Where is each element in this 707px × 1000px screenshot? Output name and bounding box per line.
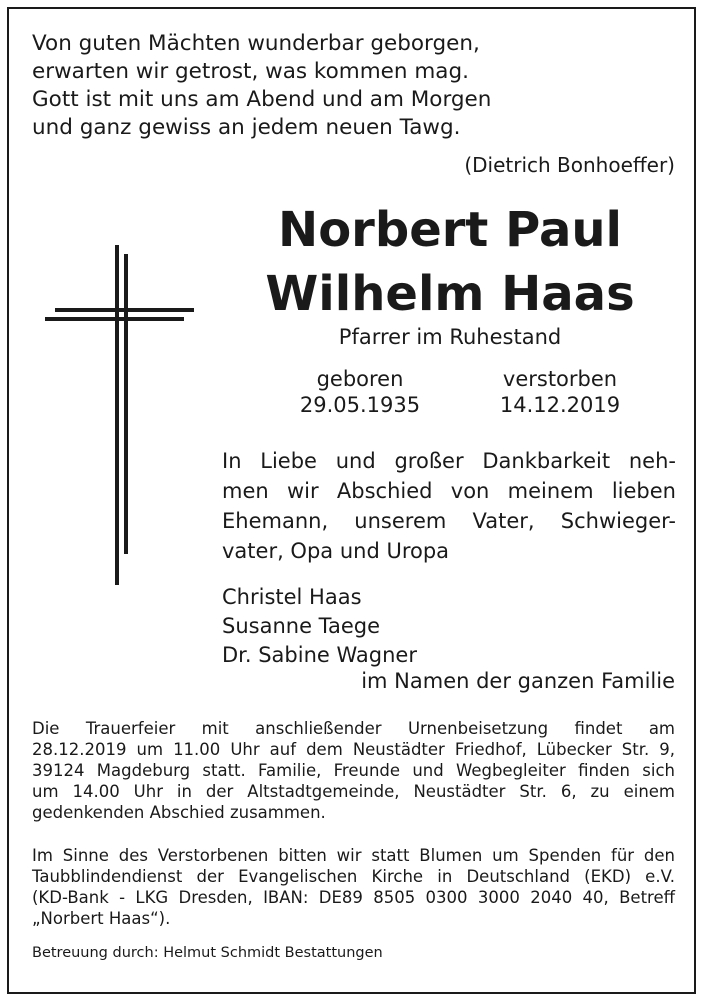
mourner-name: Christel Haas [222,585,362,609]
poem-line: erwarten wir getrost, was kommen mag. [32,59,469,84]
deceased-title: Pfarrer im Ruhestand [338,325,562,349]
poem-line: Gott ist mit uns am Abend und am Morgen [32,87,492,112]
born-label: geboren [316,367,404,391]
died-block [480,366,640,418]
poem-line: und ganz gewiss an jedem neuen Tawg. [32,115,461,140]
born-date: 29.05.1935 [299,393,421,417]
poem-line: Von guten Mächten wunderbar geborgen, [32,31,480,56]
mourner-name: Dr. Sabine Wagner [222,643,417,667]
donation-line: Im Sinne des Verstorbenen bitten wir statt Blumen um Spenden für den [32,846,675,865]
born-block [280,366,440,418]
message-line: Ehemann, unserem Vater, Schwieger- [222,509,676,533]
poem-attribution: (Dietrich Bonhoeffer) [464,153,675,177]
funeral-info [32,718,675,823]
family-line: im Namen der ganzen Familie [361,669,675,693]
funeral-line: 28.12.2019 um 11.00 Uhr auf dem Neustädter Friedhof, Lübecker Str. 9, [32,740,675,759]
funeral-line: 39124 Magdeburg statt. Familie, Freunde und Wegbegleiter finden sich [32,761,675,780]
donation-line: (KD-Bank - LKG Dresden, IBAN: DE89 8505 0300 3000 2040 40, Betreff [32,888,675,907]
message-line: men wir Abschied von meinem lieben [222,479,676,503]
died-label: verstorben [502,367,618,391]
died-date: 14.12.2019 [499,393,621,417]
funeral-line: Die Trauerfeier mit anschließender Urnenbeisetzung findet am [32,719,675,738]
farewell-message [222,446,676,566]
donation-line: „Norbert Haas“). [32,909,171,928]
funeral-line: um 14.00 Uhr in der Altstadtgemeinde, Neustädter Str. 6, zu einem [32,782,675,801]
donation-info [32,845,675,929]
mourner-name: Susanne Taege [222,614,381,638]
deceased-name [220,198,680,326]
poem [32,30,491,142]
deceased-name-line1: Norbert Paul [278,202,622,258]
message-line: In Liebe und großer Dankbarkeit neh- [222,449,676,473]
message-line: vater, Opa und Uropa [222,539,450,563]
donation-line: Taubblindendienst der Evangelischen Kirche in Deutschland (EKD) e.V. [32,867,675,886]
funeral-line: gedenkenden Abschied zusammen. [32,803,326,822]
mourners-list [222,583,417,670]
cross-icon [45,240,195,590]
deceased-name-line2: Wilhelm Haas [265,266,635,322]
undertaker-credit: Betreuung durch: Helmut Schmidt Bestattungen [32,945,383,961]
